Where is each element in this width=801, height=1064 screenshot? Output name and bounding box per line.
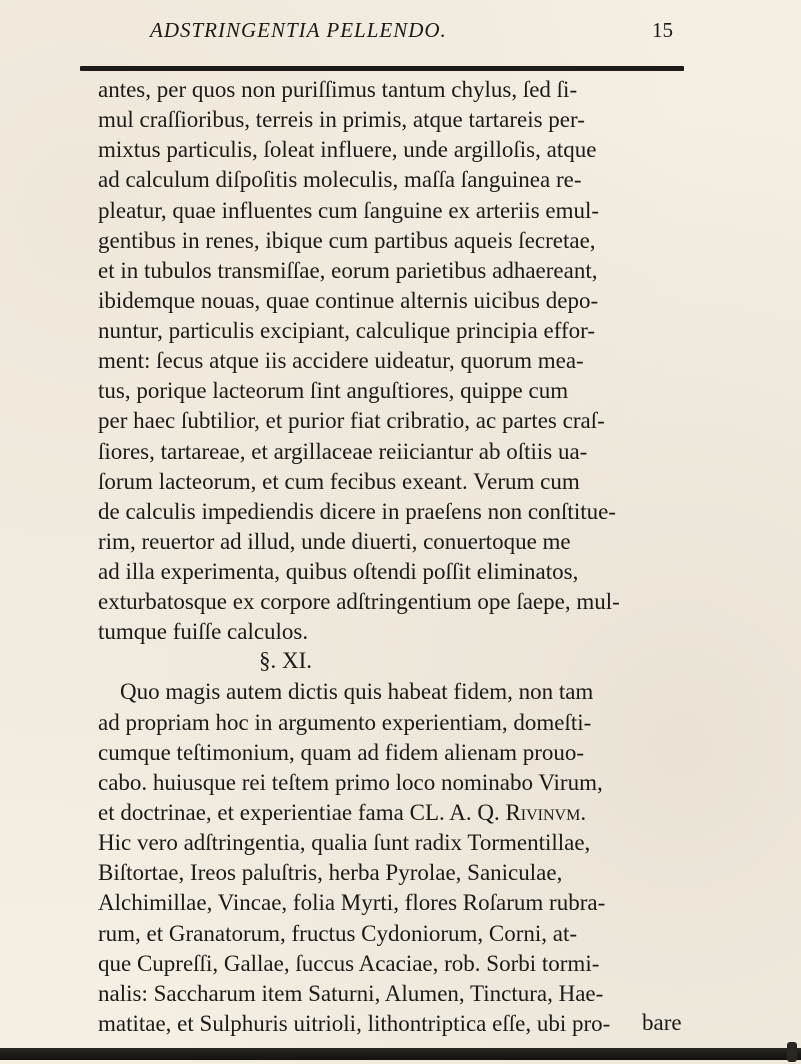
- text-line: Quo magis autem dictis quis habeat fidem, non tam: [120, 679, 594, 704]
- text-line: matitae, et Sulphuris uitrioli, lithontriptica eſſe, ubi pro-: [98, 1011, 611, 1036]
- text-line: mixtus particulis, ſoleat influere, unde argilloſis, atque: [98, 137, 597, 162]
- proper-name: Rivinvm.: [505, 800, 587, 825]
- text-line: ad calculum diſpoſitis moleculis, maſſa ſanguinea re-: [98, 167, 582, 192]
- page-number: 15: [652, 18, 673, 42]
- text-line: ibidemque nouas, quae continue alternis uicibus depo-: [98, 288, 599, 313]
- text-line: per haec ſubtilior, et purior fiat cribratio, ac partes craſ-: [98, 408, 605, 433]
- text-line: que Cupreſſi, Gallae, ſuccus Acaciae, rob. Sorbi tormi-: [98, 951, 600, 976]
- bottom-edge-rule: [0, 1048, 801, 1060]
- text-line: tumque fuiſſe calculos.: [98, 619, 309, 644]
- text-line: antes, per quos non puriſſimus tantum chylus, ſed ſi-: [98, 77, 578, 102]
- text-line: Hic vero adſtringentia, qualia ſunt radix Tormentillae,: [98, 830, 591, 855]
- ink-mark: [787, 1042, 797, 1062]
- running-title: ADSTRINGENTIA PELLENDO.: [150, 18, 447, 42]
- text-line: Alchimillae, Vincae, folia Myrti, flores Roſarum rubra-: [98, 890, 606, 915]
- text-line: rim, reuertor ad illud, unde diuerti, conuertoque me: [98, 529, 571, 554]
- text-line: ſiores, tartareae, et argillaceae reiiciantur ab oſtiis ua-: [98, 439, 588, 464]
- text-line: ad propriam hoc in argumento experientiam, domeſti-: [98, 710, 592, 735]
- section-heading: §. XI.: [259, 648, 313, 673]
- text-fragment: et doctrinae, et experientiae fama CL. A. Q.: [98, 800, 506, 825]
- text-line: [98, 798, 586, 828]
- text-line: gentibus in renes, ibique cum partibus aqueis ſecretae,: [98, 228, 596, 253]
- text-line: ad illa experimenta, quibus oſtendi poſſit eliminatos,: [98, 559, 579, 584]
- text-line: tus, porique lacteorum ſint anguſtiores, quippe cum: [98, 378, 569, 403]
- header-rule: [80, 66, 684, 71]
- text-line: nalis: Saccharum item Saturni, Alumen, Tinctura, Hae-: [98, 981, 604, 1006]
- text-line: cumque teſtimonium, quam ad fidem alienam prouo-: [98, 740, 585, 765]
- text-line: Biſtortae, Ireos paluſtris, herba Pyrolae, Saniculae,: [98, 860, 563, 885]
- text-line: exturbatosque ex corpore adſtringentium ope ſaepe, mul-: [98, 589, 620, 614]
- text-line: nuntur, particulis excipiant, calculique principia effor-: [98, 318, 595, 343]
- text-line: de calculis impediendis dicere in praeſens non conſtitue-: [98, 499, 616, 524]
- text-line: pleatur, quae influentes cum ſanguine ex arteriis emul-: [98, 198, 600, 223]
- text-line: ment: ſecus atque iis accidere uideatur, quorum mea-: [98, 348, 584, 373]
- page-header: [150, 10, 690, 54]
- text-line: mul craſſioribus, terreis in primis, atque tartareis per-: [98, 107, 585, 132]
- text-line: ſorum lacteorum, et cum fecibus exeant. Verum cum: [98, 469, 580, 494]
- text-line: cabo. huiusque rei teſtem primo loco nominabo Virum,: [98, 770, 603, 795]
- text-line: et in tubulos transmiſſae, eorum parietibus adhaereant,: [98, 258, 598, 283]
- text-line: rum, et Granatorum, fructus Cydoniorum, Corni, at-: [98, 921, 578, 946]
- catchword: bare: [642, 1010, 682, 1035]
